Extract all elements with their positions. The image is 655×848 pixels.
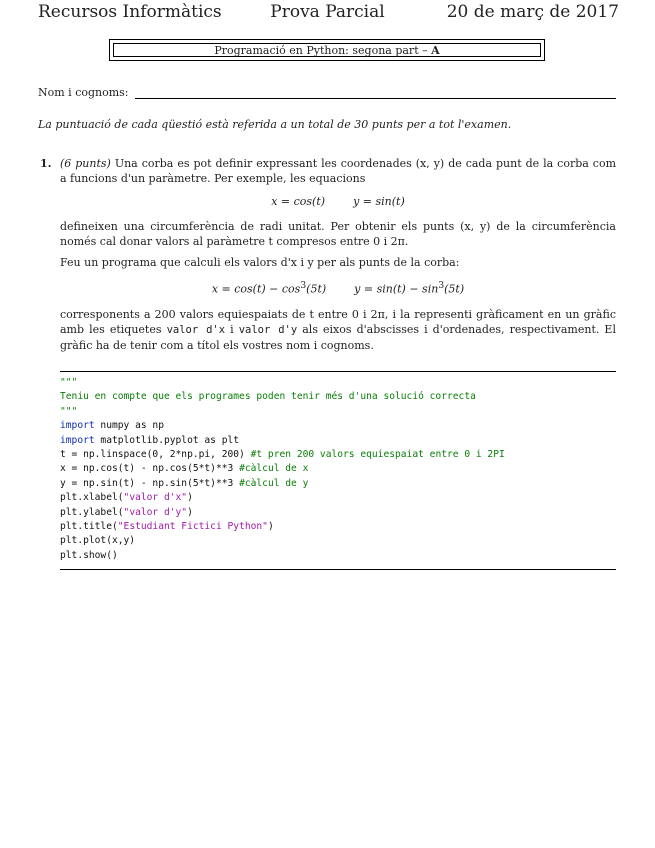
code-line-3: """ xyxy=(60,405,78,417)
inline-code-ylabel: valor d'y xyxy=(238,323,298,336)
question-paragraph-3: Feu un programa que calculi els valors d'x i y per als punts de la corba: xyxy=(60,256,460,269)
equation-curve xyxy=(60,278,616,297)
equation-curve-x-exp: 3 xyxy=(300,280,307,291)
code-comment-8: #càlcul de y xyxy=(239,477,309,489)
code-line-9a: plt.xlabel( xyxy=(60,492,124,504)
question-points: (6 punts) xyxy=(60,157,111,170)
equation-curve-y-a: y = sin(t) − sin xyxy=(354,282,439,296)
code-keyword-import-2: import xyxy=(60,434,95,446)
code-line-12: plt.plot(x,y) xyxy=(60,535,136,547)
code-line-13: plt.show() xyxy=(60,549,118,561)
code-block xyxy=(60,376,616,563)
code-keyword-import-1: import xyxy=(60,420,95,432)
code-string-10: "valor d'y" xyxy=(123,506,188,518)
code-string-9: "valor d'x" xyxy=(123,492,188,504)
equation-curve-x-b: (5t) xyxy=(306,282,327,296)
question-text-4a: corresponents a 200 valors equiespaiats de t entre 0 i 2π, i la representi gràficament en un gràfic amb les etiquetes xyxy=(60,307,616,336)
question-body xyxy=(60,156,616,353)
code-line-4: numpy as np xyxy=(94,420,164,432)
code-line-1: """ xyxy=(60,377,78,388)
exam-title xyxy=(214,44,439,57)
equation-circle xyxy=(60,194,616,209)
code-comment-6: #t pren 200 valors equiespaiat entre 0 i 2PI xyxy=(250,449,505,461)
code-line-10a: plt.ylabel( xyxy=(60,506,124,518)
code-line-2: Teniu en compte que els programes poden tenir més d'una solució correcta xyxy=(60,391,476,403)
code-line-6: t = np.linspace(0, 2*np.pi, 200) xyxy=(60,449,251,461)
code-line-10b: ) xyxy=(187,506,193,518)
code-line-5: matplotlib.pyplot as plt xyxy=(94,434,240,446)
name-row xyxy=(38,86,616,99)
exam-title-text: Programació en Python: segona part – xyxy=(214,43,432,57)
question-text-4b: als eixos d'abscisses i d'ordenades, respectivament. El gràfic ha de tenir com a títol els vostres nom i cognoms. xyxy=(60,322,616,352)
equation-circle-y: y = sin(t) xyxy=(353,195,405,208)
code-line-11a: plt.title( xyxy=(60,521,118,533)
exam-title-box xyxy=(109,39,545,61)
equation-curve-y-b: (5t) xyxy=(444,282,465,296)
exam-variant: A xyxy=(431,43,440,57)
scoring-note: La puntuació de cada qüestió està referida a un total de 30 punts per a tot l'examen. xyxy=(38,118,512,131)
equation-circle-x: x = cos(t) xyxy=(271,195,326,208)
equation-curve-y-exp: 3 xyxy=(438,280,445,291)
inline-code-xlabel: valor d'x xyxy=(166,323,226,336)
code-string-11: "Estudiant Fictici Python" xyxy=(117,521,268,533)
header-exam-type: Prova Parcial xyxy=(270,2,385,22)
question-number: 1. xyxy=(40,157,52,170)
question-text-1: Una corba es pot definir expressant les coordenades (x, y) de cada punt de la corba com a funcions d'un paràmetre. Per exemple, les equacions xyxy=(60,157,617,185)
code-line-8: y = np.sin(t) - np.sin(5*t)**3 xyxy=(60,477,240,489)
code-line-9b: ) xyxy=(187,492,193,504)
code-line-7: x = np.cos(t) - np.cos(5*t)**3 xyxy=(60,463,240,475)
question-1 xyxy=(40,156,616,359)
equation-curve-x-a: x = cos(t) − cos xyxy=(211,282,301,296)
header-date: 20 de març de 2017 xyxy=(446,2,619,22)
name-label: Nom i cognoms: xyxy=(38,86,129,99)
code-listing xyxy=(60,371,616,570)
name-field-line[interactable] xyxy=(135,88,616,99)
code-line-11b: ) xyxy=(267,521,274,533)
question-text-4i: i xyxy=(225,322,239,336)
question-paragraph-1 xyxy=(60,156,616,186)
question-paragraph-2: defineixen una circumferència de radi unitat. Per obtenir els punts (x, y) de la circumferència només cal donar valors al paràmetre t compresos entre 0 i 2π. xyxy=(60,220,616,248)
header-course: Recursos Informàtics xyxy=(38,2,222,22)
question-paragraph-4 xyxy=(60,307,616,353)
code-comment-7: #càlcul de x xyxy=(239,463,309,475)
